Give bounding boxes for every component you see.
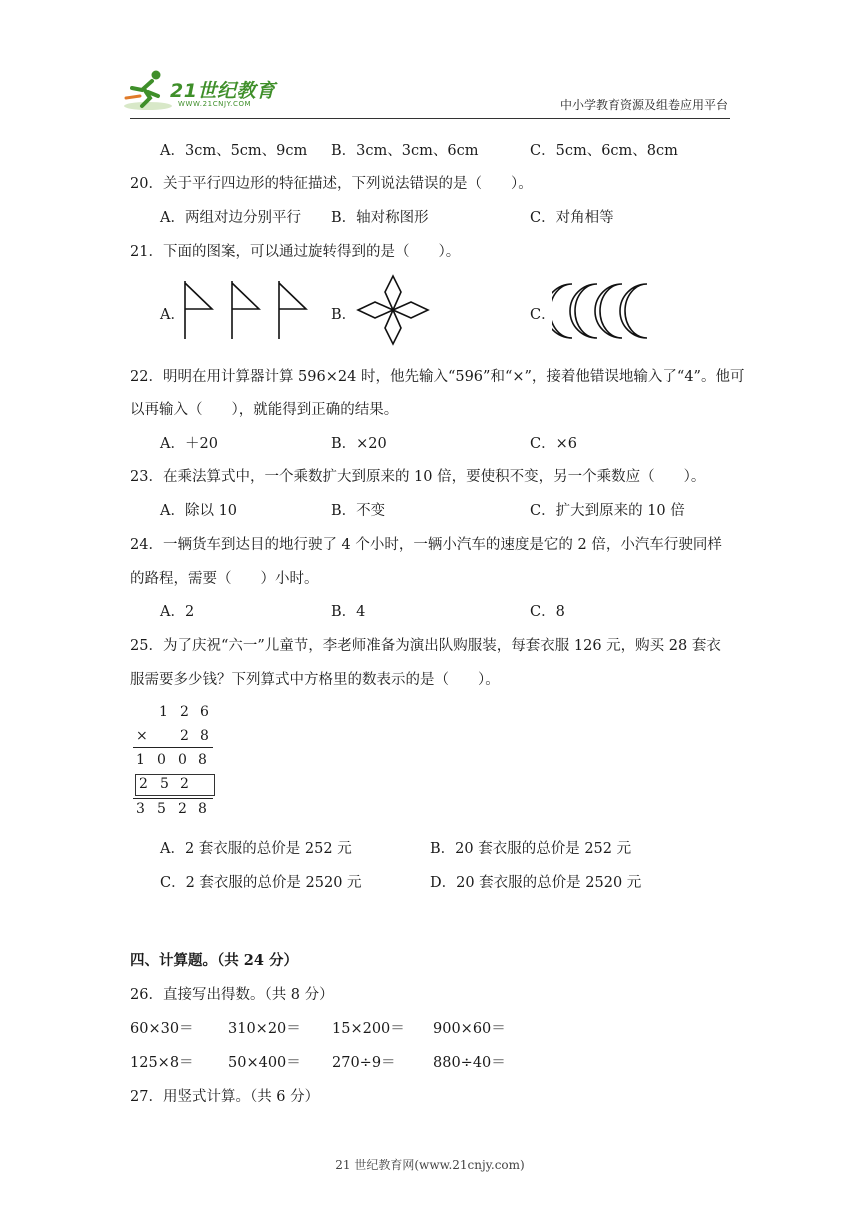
q20-text: 20．关于平行四边形的特征描述，下列说法错误的是（ ）。 xyxy=(130,176,533,192)
rule-line xyxy=(133,798,213,799)
q21-option-c: C． xyxy=(530,307,556,323)
q24-line1: 24．一辆货车到达目的地行驶了 4 个小时，一辆小汽车的速度是它的 2 倍，小汽车行驶同样 xyxy=(130,537,722,553)
digit: 8 xyxy=(198,752,207,768)
calc-item: 60×30＝ xyxy=(130,1021,194,1037)
q23-option-b: B．不变 xyxy=(331,503,386,519)
q20-option-b: B．轴对称图形 xyxy=(331,210,429,226)
q24-line2: 的路程，需要（ ）小时。 xyxy=(130,571,319,587)
q23-option-a: A．除以 10 xyxy=(160,503,238,519)
q21-text: 21．下面的图案，可以通过旋转得到的是（ ）。 xyxy=(130,244,461,260)
q25-option-b: B．20 套衣服的总价是 252 元 xyxy=(430,841,632,857)
q24-option-c: C．8 xyxy=(530,604,565,620)
digit: 1 xyxy=(136,752,145,768)
calc-item: 880÷40＝ xyxy=(433,1055,506,1071)
runner-logo-icon xyxy=(122,68,172,114)
calc-item: 125×8＝ xyxy=(130,1055,194,1071)
logo-url: WWW.21CNJY.COM xyxy=(178,100,252,108)
q25-option-a: A．2 套衣服的总价是 252 元 xyxy=(160,841,352,857)
digit: 5 xyxy=(160,776,169,792)
digit: 2 xyxy=(180,704,189,720)
q25-line1: 25．为了庆祝“六一”儿童节，李老师准备为演出队购服装，每套衣服 126 元，购买 28 套衣 xyxy=(130,638,721,654)
q22-option-c: C．×6 xyxy=(530,436,577,452)
q20-option-c: C．对角相等 xyxy=(530,210,614,226)
q19-option-a: A．3cm、5cm、9cm xyxy=(160,143,308,159)
q23-text: 23．在乘法算式中，一个乘数扩大到原来的 10 倍，要使积不变，另一个乘数应（ ）。 xyxy=(130,469,706,485)
digit: 2 xyxy=(180,776,189,792)
digit: 8 xyxy=(200,728,209,744)
digit: 8 xyxy=(198,801,207,817)
calc-item: 900×60＝ xyxy=(433,1021,506,1037)
q22-line1: 22．明明在用计算器计算 596×24 时，他先输入“596”和“×”，接着他错误地输入了“4”。他可 xyxy=(130,369,745,385)
crescent-moons-figure xyxy=(552,282,662,340)
q27-text: 27．用竖式计算。（共 6 分） xyxy=(130,1089,320,1105)
header-slogan: 中小学教育资源及组卷应用平台 xyxy=(559,98,728,112)
q21-option-a: A． xyxy=(160,307,185,323)
calc-item: 50×400＝ xyxy=(228,1055,301,1071)
header-divider xyxy=(130,118,730,119)
digit: 2 xyxy=(180,728,189,744)
digit: 5 xyxy=(157,801,166,817)
site-logo xyxy=(122,68,292,114)
digit: 2 xyxy=(139,776,148,792)
q21-option-b: B． xyxy=(331,307,357,323)
digit: 0 xyxy=(157,752,166,768)
q19-option-b: B．3cm、3cm、6cm xyxy=(331,143,479,159)
section-heading: 四、计算题。（共 24 分） xyxy=(130,952,299,969)
four-petal-figure xyxy=(355,274,431,346)
rule-line xyxy=(133,747,213,748)
q25-option-d: D．20 套衣服的总价是 2520 元 xyxy=(430,875,642,891)
calc-item: 270÷9＝ xyxy=(332,1055,396,1071)
page-footer: 21 世纪教育网(www.21cnjy.com) xyxy=(335,1158,525,1172)
q25-line2: 服需要多少钱？下列算式中方格里的数表示的是（ ）。 xyxy=(130,672,500,688)
q22-option-a: A．＋20 xyxy=(160,436,218,452)
digit: 6 xyxy=(200,704,209,720)
flags-figure xyxy=(180,279,320,343)
calc-item: 15×200＝ xyxy=(332,1021,405,1037)
times-sign: × xyxy=(136,728,148,744)
q24-option-b: B．4 xyxy=(331,604,366,620)
q19-option-c: C．5cm、6cm、8cm xyxy=(530,143,678,159)
q26-text: 26．直接写出得数。（共 8 分） xyxy=(130,987,334,1003)
digit: 3 xyxy=(136,801,145,817)
digit: 0 xyxy=(178,752,187,768)
q25-option-c: C．2 套衣服的总价是 2520 元 xyxy=(160,875,362,891)
logo-text: 21世纪教育 xyxy=(170,80,276,102)
q24-option-a: A．2 xyxy=(160,604,195,620)
q23-option-c: C．扩大到原来的 10 倍 xyxy=(530,503,685,519)
q22-line2: 以再输入（ ），就能得到正确的结果。 xyxy=(130,402,399,418)
q22-option-b: B．×20 xyxy=(331,436,387,452)
digit: 1 xyxy=(159,704,168,720)
vertical-multiplication xyxy=(133,702,215,820)
q20-option-a: A．两组对边分别平行 xyxy=(160,210,301,226)
digit: 2 xyxy=(178,801,187,817)
calc-item: 310×20＝ xyxy=(228,1021,301,1037)
